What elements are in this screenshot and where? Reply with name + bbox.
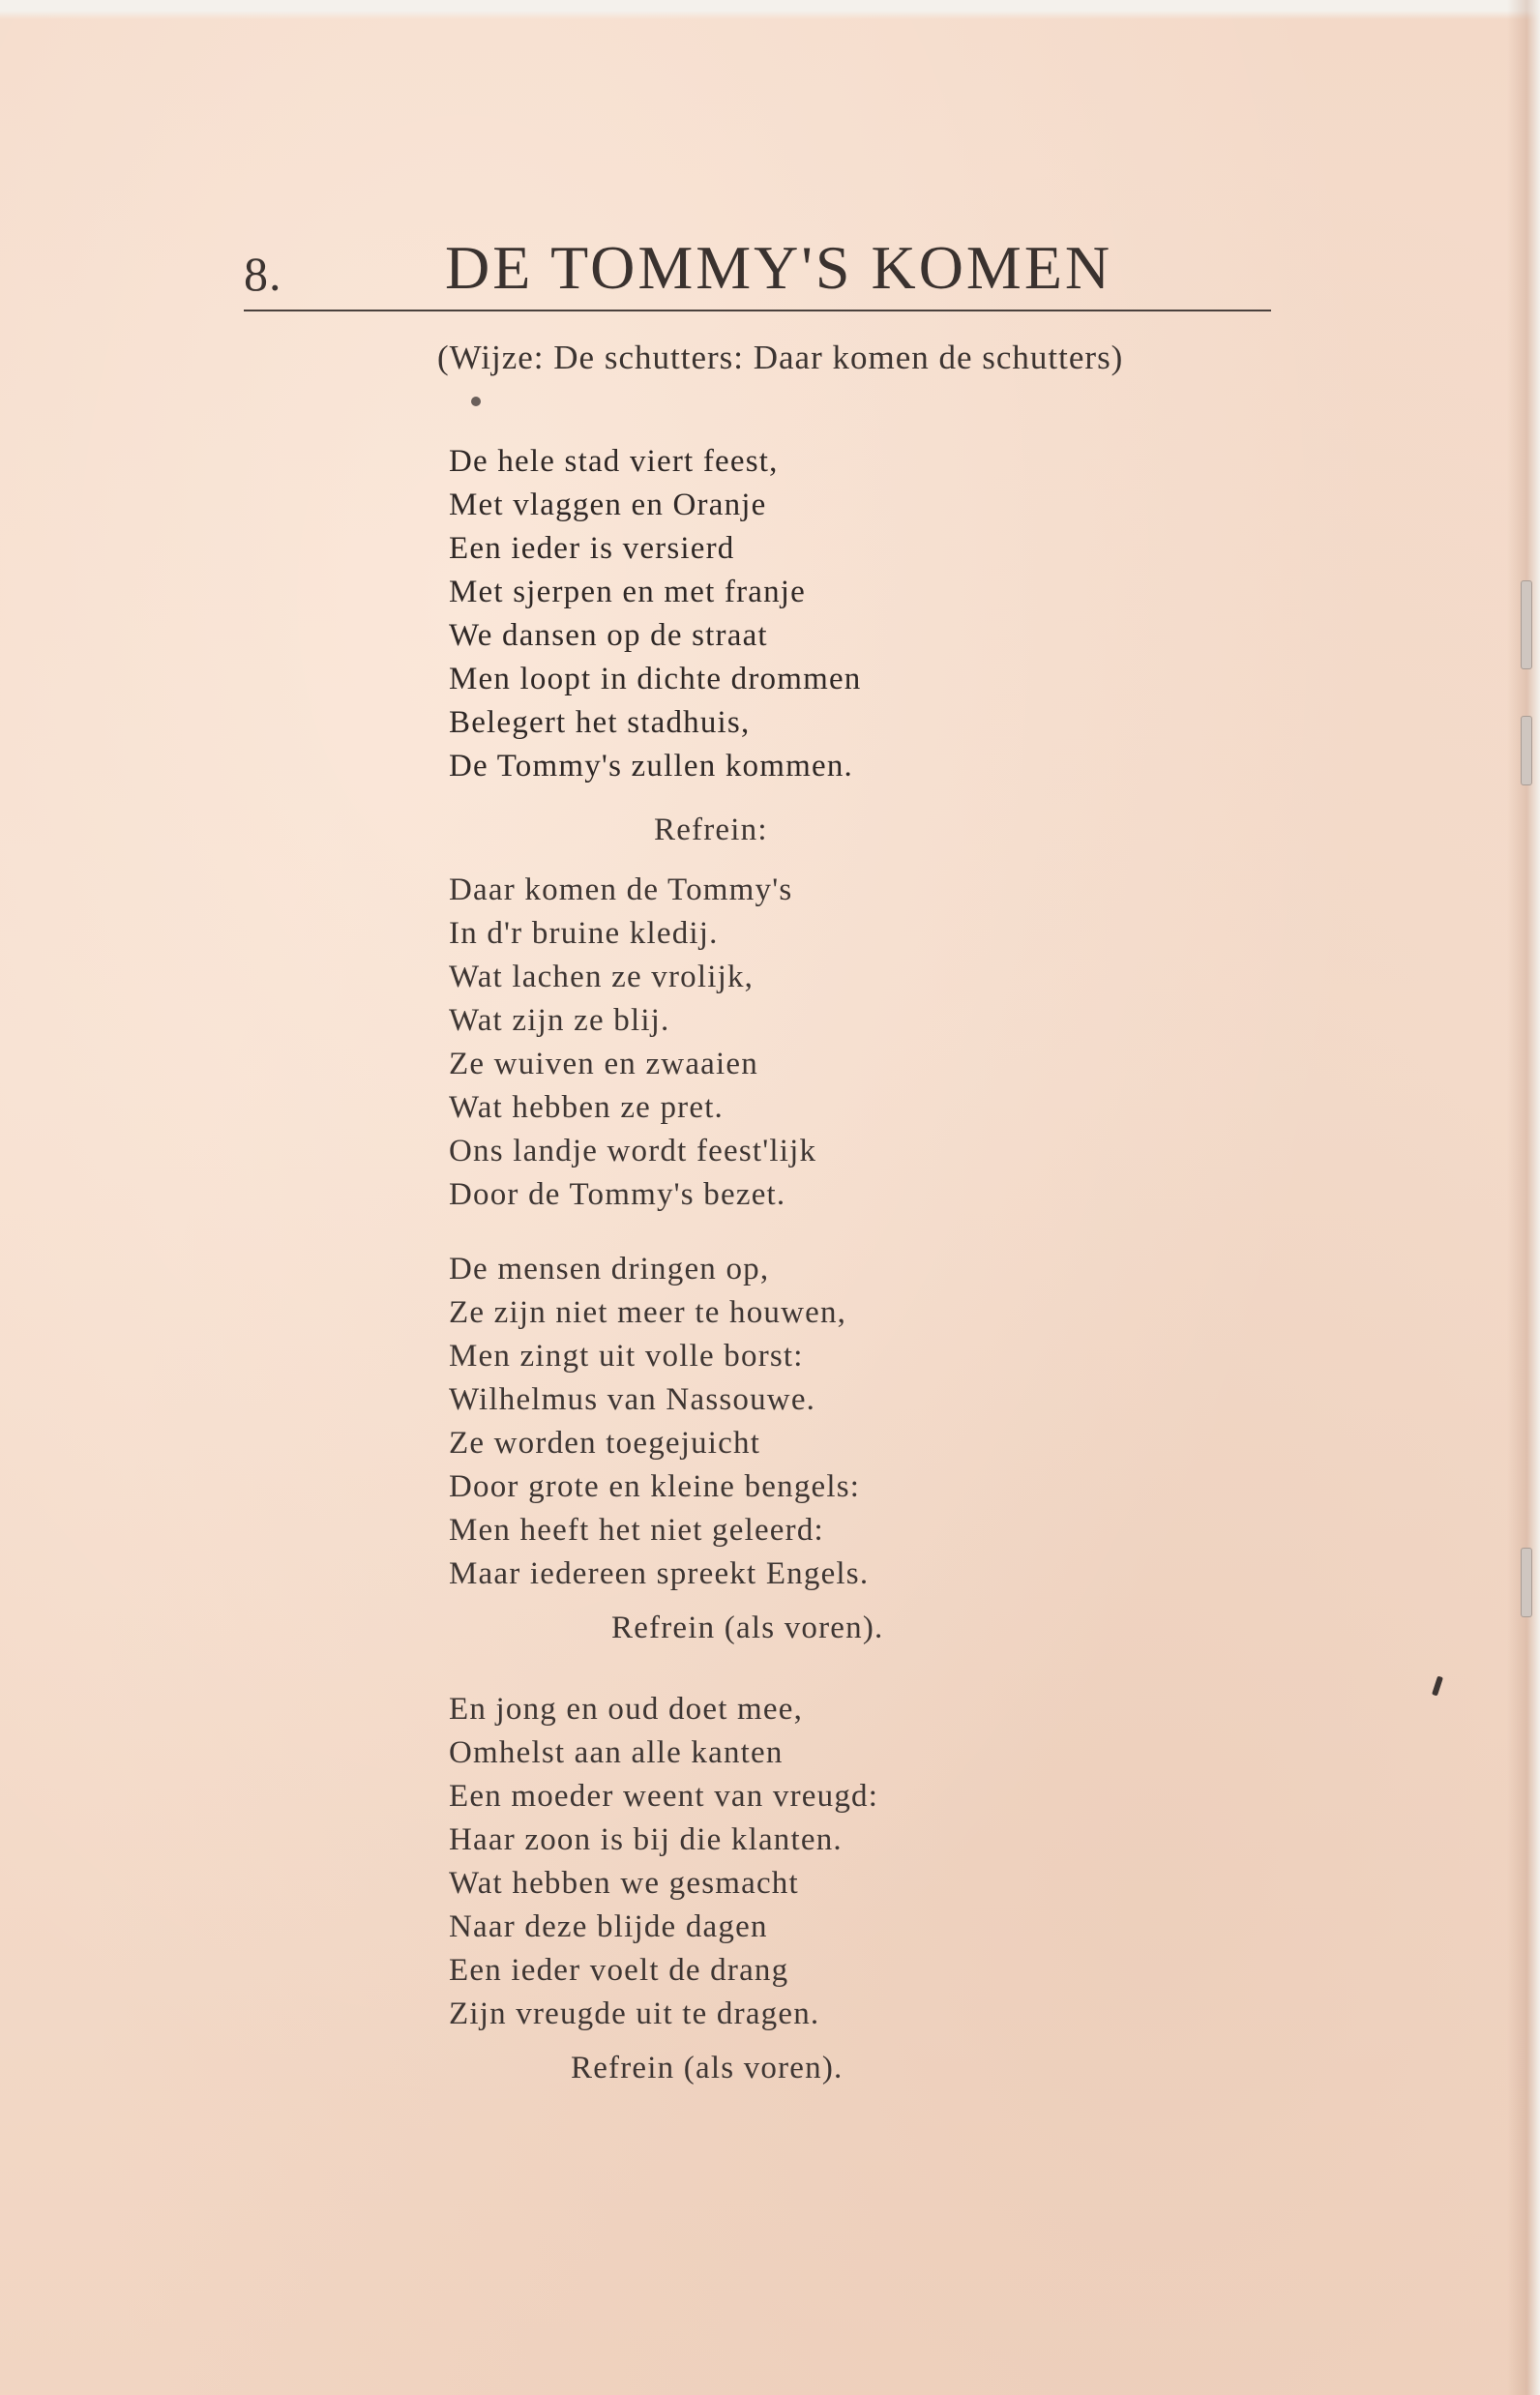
verse-line: De Tommy's zullen kommen. xyxy=(449,749,853,784)
verse-line: Zijn vreugde uit te dragen. xyxy=(449,1996,820,2031)
verse-line: In d'r bruine kledij. xyxy=(449,916,719,951)
verse-line: Ze worden toegejuicht xyxy=(449,1426,761,1461)
binding-edge xyxy=(1507,0,1540,2395)
verse-line: Men loopt in dichte drommen xyxy=(449,662,862,696)
verse-line: De mensen dringen op, xyxy=(449,1252,770,1286)
refrain-label: Refrein: xyxy=(654,813,768,847)
verse-line: Door grote en kleine bengels: xyxy=(449,1469,861,1504)
verse-line: Een ieder voelt de drang xyxy=(449,1953,789,1988)
ink-mark xyxy=(1432,1676,1443,1697)
verse-line: Wilhelmus van Nassouwe. xyxy=(449,1382,816,1417)
refrain-text xyxy=(449,869,816,1217)
verse-line: Ze wuiven en zwaaien xyxy=(449,1047,758,1081)
verse-3 xyxy=(449,1688,878,2036)
binding-staple xyxy=(1521,1548,1532,1617)
verse-line: We dansen op de straat xyxy=(449,618,768,653)
verse-line: De hele stad viert feest, xyxy=(449,444,779,479)
tune-indication: (Wijze: De schutters: Daar komen de schutters) xyxy=(437,339,1124,376)
song-header xyxy=(244,232,1271,311)
verse-line: Wat hebben ze pret. xyxy=(449,1090,725,1125)
verse-line: Met vlaggen en Oranje xyxy=(449,488,767,522)
verse-line: Omhelst aan alle kanten xyxy=(449,1735,784,1770)
verse-line: Maar iedereen spreekt Engels. xyxy=(449,1556,870,1591)
verse-line: Men heeft het niet geleerd: xyxy=(449,1513,824,1548)
binding-staple xyxy=(1521,716,1532,785)
verse-1 xyxy=(449,440,862,788)
verse-line: Wat lachen ze vrolijk, xyxy=(449,960,755,994)
verse-line: Met sjerpen en met franje xyxy=(449,575,807,609)
verse-2 xyxy=(449,1248,869,1596)
verse-line: Een ieder is versierd xyxy=(449,531,735,566)
ink-dot xyxy=(471,397,481,406)
song-number: 8. xyxy=(244,247,282,301)
song-title: DE TOMMY'S KOMEN xyxy=(445,233,1113,302)
verse-line: Door de Tommy's bezet. xyxy=(449,1177,786,1212)
verse-line: Naar deze blijde dagen xyxy=(449,1909,768,1944)
verse-line: Wat hebben we gesmacht xyxy=(449,1866,799,1901)
verse-line: Haar zoon is bij die klanten. xyxy=(449,1822,843,1857)
verse-line: Ons landje wordt feest'lijk xyxy=(449,1134,817,1168)
verse-line: Ze zijn niet meer te houwen, xyxy=(449,1295,847,1330)
header-rule xyxy=(244,310,1271,311)
verse-line: Wat zijn ze blij. xyxy=(449,1003,670,1038)
binding-staple xyxy=(1521,580,1532,669)
refrain-label: Refrein (als voren). xyxy=(571,2051,844,2085)
verse-line: En jong en oud doet mee, xyxy=(449,1692,804,1727)
verse-line: Belegert het stadhuis, xyxy=(449,705,751,740)
refrain-label: Refrein (als voren). xyxy=(611,1611,884,1645)
verse-line: Een moeder weent van vreugd: xyxy=(449,1779,879,1814)
torn-top-edge xyxy=(0,0,1540,19)
verse-line: Daar komen de Tommy's xyxy=(449,872,793,907)
verse-line: Men zingt uit volle borst: xyxy=(449,1339,804,1374)
